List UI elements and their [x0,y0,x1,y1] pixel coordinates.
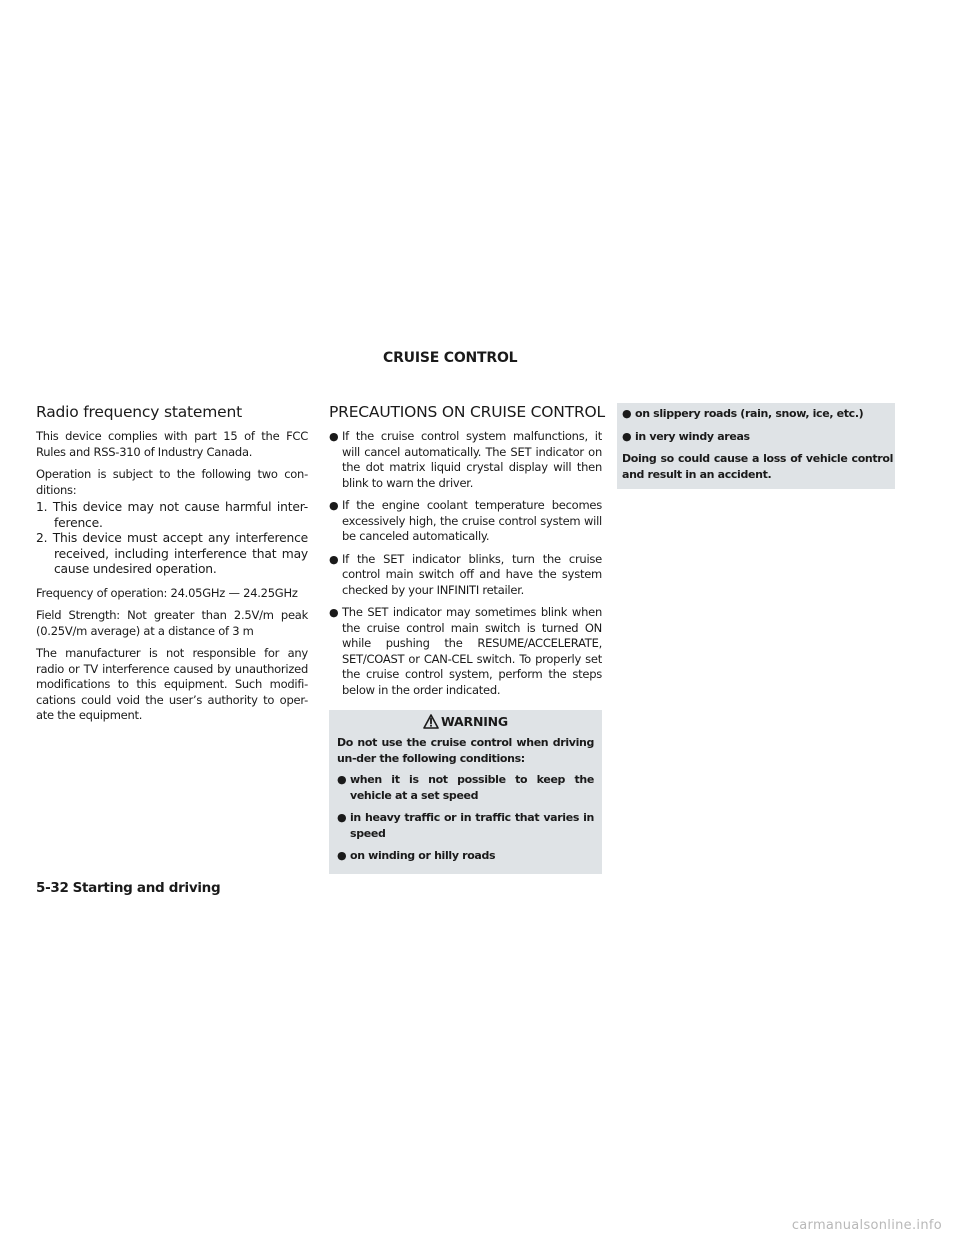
list-item [329,605,602,698]
numbered-list [36,500,308,578]
list-item [329,498,602,545]
chapter-title: Starting and driving [72,880,221,896]
precautions-heading: PRECAUTIONS ON CRUISE CONTROL [329,403,605,421]
page-footer [36,880,220,896]
section-title: CRUISE CONTROL [383,350,518,366]
radio-frequency-heading: Radio frequency statement [36,403,242,421]
bullet-icon: ● [329,552,339,566]
bullet-icon: ● [622,429,632,443]
warning-intro: Do not use the cruise control when driving un-der the following conditions: [337,736,594,765]
list-item-text: If the cruise control system malfunctions, it will cancel automatically. The SET indicator on the dot matrix liquid crystal display will then blink to warn the driver. [342,429,602,490]
list-item-text: in heavy traffic or in traffic that varies in speed [350,811,594,840]
column-radio-frequency [36,403,308,731]
list-item [329,552,602,599]
warning-triangle-icon [423,714,439,729]
list-item: 1. This device may not cause harmful inter-ference. [36,500,308,530]
bullet-icon: ● [337,773,347,786]
list-item [622,429,893,445]
warning-continued-list [622,406,893,444]
column-precautions [329,403,605,874]
list-item [329,429,602,491]
bullet-icon: ● [622,407,632,420]
warning-continued-box [617,403,895,489]
warning-closing: Doing so could cause a loss of vehicle control and result in an accident. [622,452,893,481]
list-item [622,406,893,422]
list-item [337,810,594,841]
column-warning-continued [622,403,895,489]
list-item-text: The SET indicator may sometimes blink when the cruise control main switch is turned ON while pushing the RESUME/ACCELERATE, SET/COAST or CAN-CEL switch. To properly set the cruise control system, perform the steps below in the order indicated. [342,605,602,697]
page-number: 5-32 [36,880,69,896]
bullet-icon: ● [329,606,339,619]
list-item [337,848,594,864]
warning-box [329,710,602,874]
paragraph-conditions: Operation is subject to the following two con-ditions: [36,467,308,497]
list-item-text: in very windy areas [635,429,750,443]
list-item-text: If the engine coolant temperature becomes excessively high, the cruise control system will be canceled automatically. [342,498,602,543]
list-item-text: on slippery roads (rain, snow, ice, etc.) [635,407,864,420]
list-item [337,772,594,803]
warning-title: WARNING [441,714,508,729]
warning-list [337,772,594,864]
list-item-text: when it is not possible to keep the vehicle at a set speed [350,773,594,802]
list-item-text: If the SET indicator blinks, turn the cruise control main switch off and have the system checked by your INFINITI retailer. [342,551,602,597]
paragraph-manufacturer: The manufacturer is not responsible for any radio or TV interference caused by unauthorized modifications to this equipment. Such modifi-cations could void the user’s authority to oper-ate the equipment. [36,646,308,722]
warning-header [337,710,594,735]
bullet-icon: ● [329,499,339,512]
precautions-list [329,429,602,698]
paragraph-fcc: This device complies with part 15 of the FCC Rules and RSS-310 of Industry Canada. [36,429,308,459]
watermark: carmanualsonline.info [791,1218,942,1233]
list-item-text: on winding or hilly roads [350,849,496,862]
bullet-icon: ● [329,430,339,443]
list-item: 2. This device must accept any interference received, including interference that may cause undesired operation. [36,531,308,576]
paragraph-field-strength: Field Strength: Not greater than 2.5V/m peak (0.25V/m average) at a distance of 3 m [36,608,308,638]
paragraph-frequency: Frequency of operation: 24.05GHz — 24.25GHz [36,585,298,600]
bullet-icon: ● [337,849,347,862]
bullet-icon: ● [337,811,347,824]
